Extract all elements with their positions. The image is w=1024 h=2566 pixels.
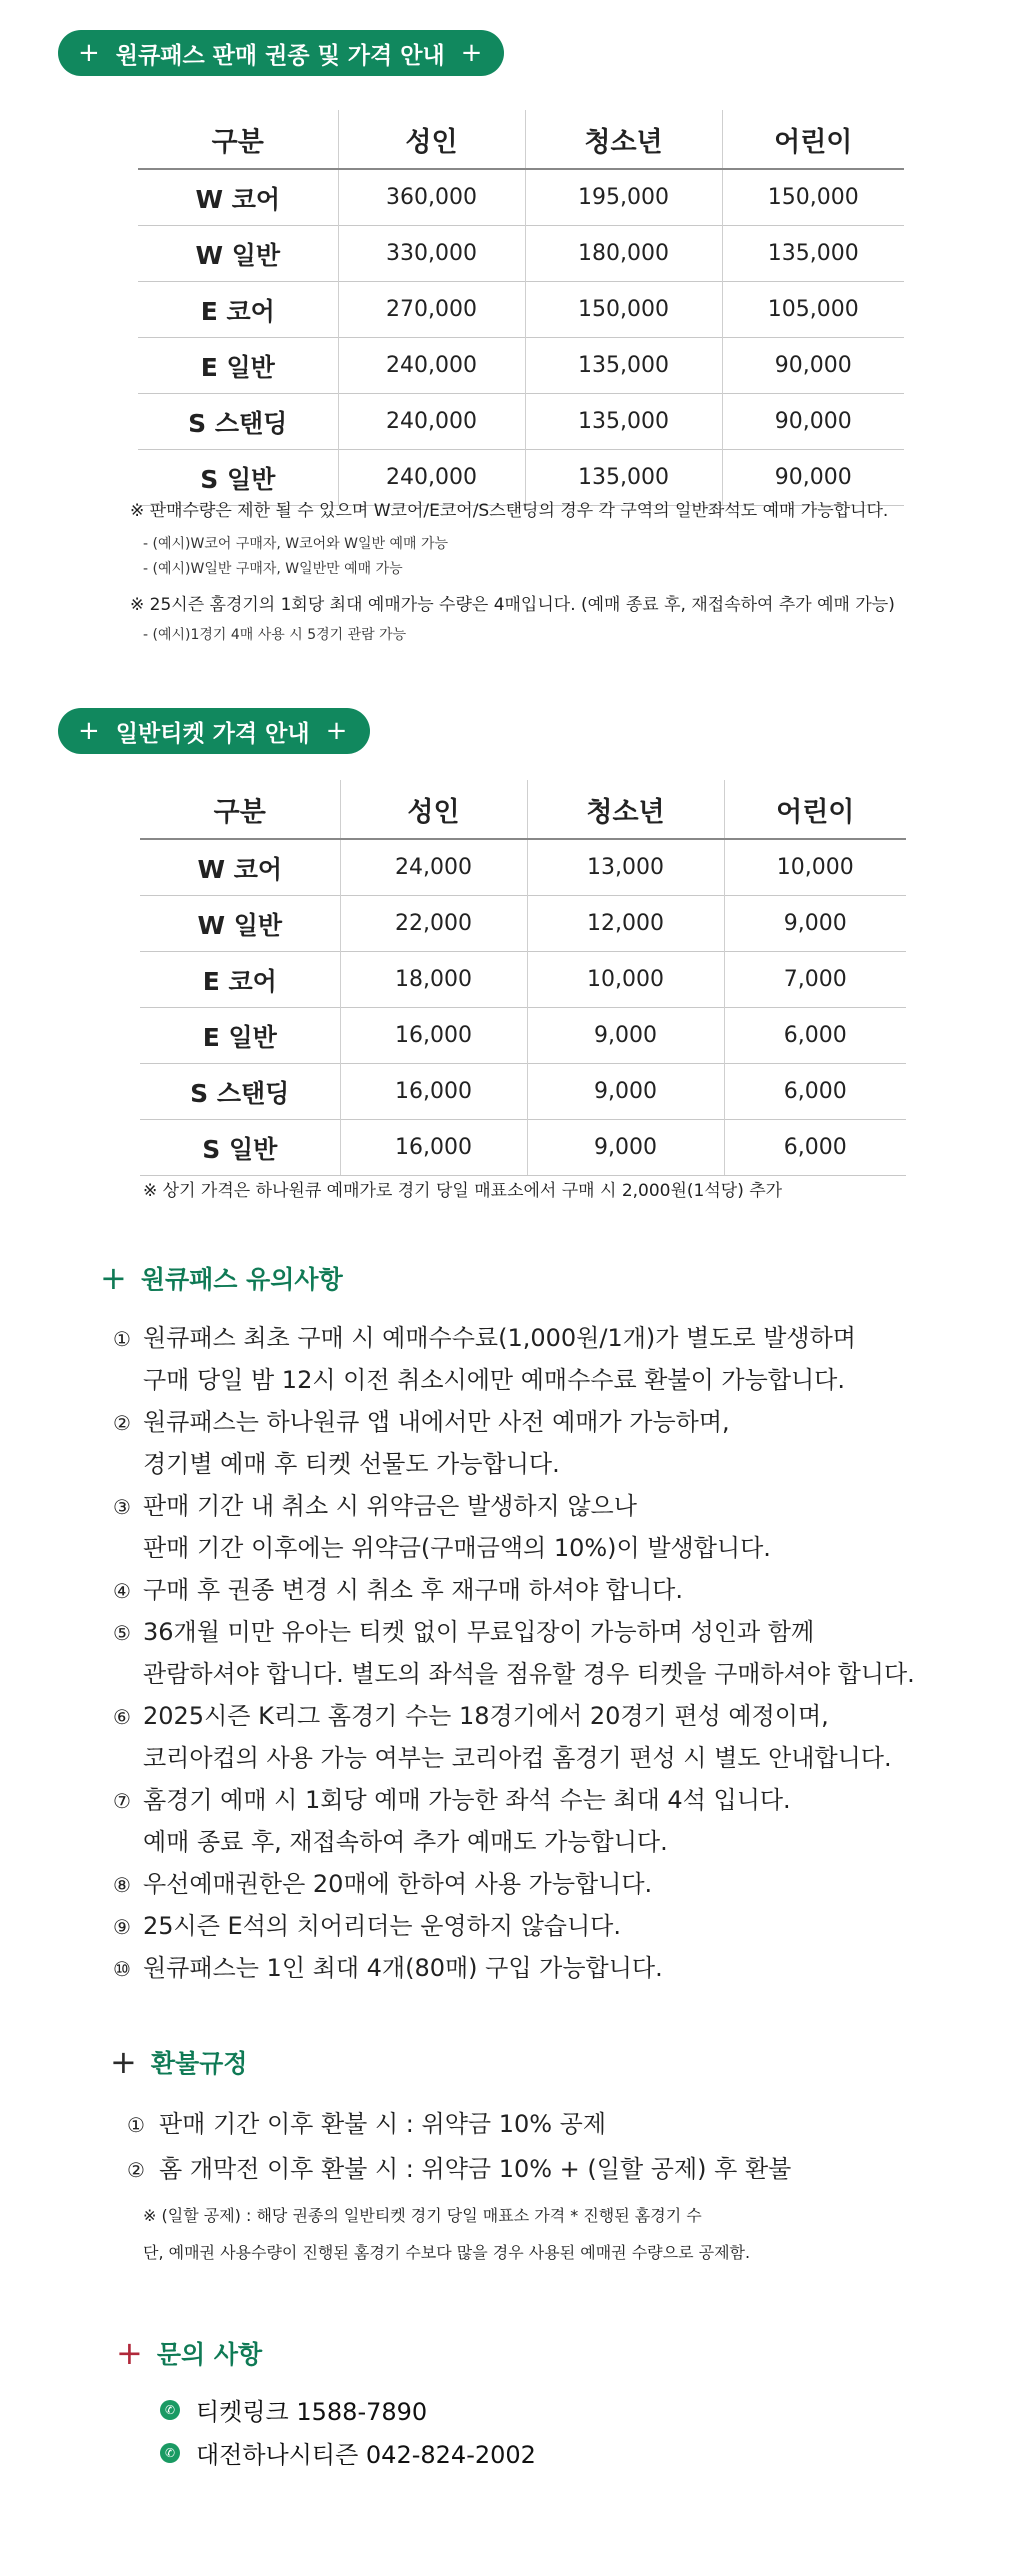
row-header: W 일반	[138, 226, 338, 282]
table-row	[138, 169, 904, 226]
column-header: 청소년	[525, 110, 722, 169]
price-cell: 360,000	[338, 169, 525, 226]
column-header: 어린이	[724, 780, 906, 839]
caution-item-line: ⑤ 36개월 미만 유아는 티켓 없이 무료입장이 가능하며 성인과 함께	[113, 1618, 815, 1646]
price-cell: 9,000	[527, 1008, 724, 1064]
price-cell: 16,000	[340, 1064, 527, 1120]
caution-item-line: ② 원큐패스는 하나원큐 앱 내에서만 사전 예매가 가능하며,	[113, 1408, 730, 1436]
pass-price-table	[138, 110, 904, 506]
price-cell: 135,000	[525, 450, 722, 506]
plus-icon: +	[116, 2334, 143, 2372]
price-cell: 9,000	[527, 1064, 724, 1120]
plus-icon: +	[100, 1259, 127, 1297]
caution-item-line: 관람하셔야 합니다. 별도의 좌석을 점유할 경우 티켓을 구매하셔야 합니다.	[143, 1660, 915, 1688]
pass-note-3: - (예시)W일반 구매자, W일반만 예매 가능	[143, 561, 403, 577]
price-cell: 330,000	[338, 226, 525, 282]
row-header: W 코어	[138, 169, 338, 226]
caution-item-line: ⑦ 홈경기 예매 시 1회당 예매 가능한 좌석 수는 최대 4석 입니다.	[113, 1786, 791, 1814]
contact-heading	[116, 2335, 262, 2371]
price-cell: 150,000	[525, 282, 722, 338]
row-header: W 일반	[140, 896, 340, 952]
price-cell: 90,000	[722, 338, 904, 394]
price-cell: 9,000	[724, 896, 906, 952]
caution-item-line: ④ 구매 후 권종 변경 시 취소 후 재구매 하셔야 합니다.	[113, 1576, 683, 1604]
caution-item-line: ⑥ 2025시즌 K리그 홈경기 수는 18경기에서 20경기 편성 예정이며,	[113, 1702, 829, 1730]
column-header: 성인	[340, 780, 527, 839]
row-header: W 코어	[140, 839, 340, 896]
price-cell: 105,000	[722, 282, 904, 338]
pass-note-5: - (예시)1경기 4매 사용 시 5경기 관람 가능	[143, 627, 407, 643]
contact-club: ✆ 대전하나시티즌 042-824-2002	[160, 2435, 536, 2470]
refund-item-2: ② 홈 개막전 이후 환불 시 : 위약금 10% + (일할 공제) 후 환불	[127, 2155, 792, 2183]
cautions-heading	[100, 1260, 343, 1296]
pass-note-1: ※ 판매수량은 제한 될 수 있으며 W코어/E코어/S스탠딩의 경우 각 구역의 일반좌석도 예매 가능합니다.	[130, 501, 889, 521]
plus-icon: +	[110, 2043, 137, 2081]
price-cell: 150,000	[722, 169, 904, 226]
caution-item-line: ⑨ 25시즌 E석의 치어리더는 운영하지 않습니다.	[113, 1912, 621, 1940]
price-cell: 90,000	[722, 450, 904, 506]
price-cell: 24,000	[340, 839, 527, 896]
price-cell: 7,000	[724, 952, 906, 1008]
table-row	[140, 1008, 906, 1064]
price-cell: 180,000	[525, 226, 722, 282]
caution-item-line: ① 원큐패스 최초 구매 시 예매수수료(1,000원/1개)가 별도로 발생하며	[113, 1324, 856, 1352]
row-header: S 일반	[138, 450, 338, 506]
price-cell: 12,000	[527, 896, 724, 952]
price-cell: 240,000	[338, 394, 525, 450]
plus-icon: +	[78, 716, 100, 746]
table-row	[140, 952, 906, 1008]
price-cell: 18,000	[340, 952, 527, 1008]
caution-item-line: 경기별 예매 후 티켓 선물도 가능합니다.	[143, 1450, 560, 1478]
table-row	[140, 1120, 906, 1176]
row-header: S 일반	[140, 1120, 340, 1176]
price-cell: 10,000	[724, 839, 906, 896]
column-header: 청소년	[527, 780, 724, 839]
plus-icon: +	[460, 38, 483, 68]
price-cell: 90,000	[722, 394, 904, 450]
row-header: S 스탠딩	[140, 1064, 340, 1120]
phone-icon: ✆	[160, 2443, 180, 2463]
price-cell: 135,000	[525, 394, 722, 450]
price-cell: 16,000	[340, 1120, 527, 1176]
price-cell: 270,000	[338, 282, 525, 338]
price-cell: 9,000	[527, 1120, 724, 1176]
price-cell: 13,000	[527, 839, 724, 896]
refund-title: 환불규정	[150, 2049, 248, 2078]
price-cell: 6,000	[724, 1008, 906, 1064]
table-header-row	[140, 780, 906, 839]
column-header: 어린이	[722, 110, 904, 169]
pass-note-4: ※ 25시즌 홈경기의 1회당 최대 예매가능 수량은 4매입니다. (예매 종료 후, 재접속하여 추가 예매 가능)	[130, 595, 895, 615]
row-header: E 코어	[140, 952, 340, 1008]
ticket-note: ※ 상기 가격은 하나원큐 예매가로 경기 당일 매표소에서 구매 시 2,000원(1석당) 추가	[143, 1181, 783, 1201]
ticket-price-table	[140, 780, 906, 1176]
table-row	[138, 394, 904, 450]
price-cell: 16,000	[340, 1008, 527, 1064]
price-cell: 6,000	[724, 1120, 906, 1176]
caution-item-line: 코리아컵의 사용 가능 여부는 코리아컵 홈경기 편성 시 별도 안내합니다.	[143, 1744, 892, 1772]
caution-item-line: ③ 판매 기간 내 취소 시 위약금은 발생하지 않으나	[113, 1492, 637, 1520]
refund-note-1: ※ (일할 공제) : 해당 권종의 일반티켓 경기 당일 매표소 가격 * 진행된 홈경기 수	[143, 2206, 702, 2225]
row-header: E 일반	[140, 1008, 340, 1064]
price-cell: 135,000	[722, 226, 904, 282]
pass-price-title: 원큐패스 판매 권종 및 가격 안내	[115, 42, 445, 69]
table-row	[140, 839, 906, 896]
ticket-price-title: 일반티켓 가격 안내	[115, 720, 310, 747]
price-cell: 135,000	[525, 338, 722, 394]
caution-item-line: ⑩ 원큐패스는 1인 최대 4개(80매) 구입 가능합니다.	[113, 1954, 663, 1982]
row-header: S 스탠딩	[138, 394, 338, 450]
contact-title: 문의 사항	[156, 2340, 263, 2369]
cautions-title: 원큐패스 유의사항	[140, 1265, 343, 1294]
caution-item-line: ⑧ 우선예매권한은 20매에 한하여 사용 가능합니다.	[113, 1870, 653, 1898]
column-header: 구분	[140, 780, 340, 839]
plus-icon: +	[78, 38, 100, 68]
refund-heading	[110, 2044, 247, 2080]
table-row	[138, 226, 904, 282]
table-header-row	[138, 110, 904, 169]
caution-item-line: 예매 종료 후, 재접속하여 추가 예매도 가능합니다.	[143, 1828, 668, 1856]
price-cell: 240,000	[338, 338, 525, 394]
caution-item-line: 구매 당일 밤 12시 이전 취소시에만 예매수수료 환불이 가능합니다.	[143, 1366, 845, 1394]
phone-icon: ✆	[160, 2400, 180, 2420]
price-cell: 22,000	[340, 896, 527, 952]
pass-note-2: - (예시)W코어 구매자, W코어와 W일반 예매 가능	[143, 536, 449, 552]
price-cell: 10,000	[527, 952, 724, 1008]
refund-item-1: ① 판매 기간 이후 환불 시 : 위약금 10% 공제	[127, 2110, 607, 2138]
price-cell: 240,000	[338, 450, 525, 506]
ticket-price-header	[58, 708, 370, 754]
price-cell: 6,000	[724, 1064, 906, 1120]
column-header: 구분	[138, 110, 338, 169]
contact-ticketlink: ✆ 티켓링크 1588-7890	[160, 2392, 427, 2427]
table-row	[138, 338, 904, 394]
plus-icon: +	[325, 716, 348, 746]
pass-price-header	[58, 30, 504, 76]
row-header: E 일반	[138, 338, 338, 394]
table-row	[138, 282, 904, 338]
price-cell: 195,000	[525, 169, 722, 226]
table-row	[140, 896, 906, 952]
refund-note-2: 단, 예매권 사용수량이 진행된 홈경기 수보다 많을 경우 사용된 예매권 수량으로 공제함.	[143, 2243, 751, 2262]
column-header: 성인	[338, 110, 525, 169]
row-header: E 코어	[138, 282, 338, 338]
caution-item-line: 판매 기간 이후에는 위약금(구매금액의 10%)이 발생합니다.	[143, 1534, 771, 1562]
table-row	[140, 1064, 906, 1120]
